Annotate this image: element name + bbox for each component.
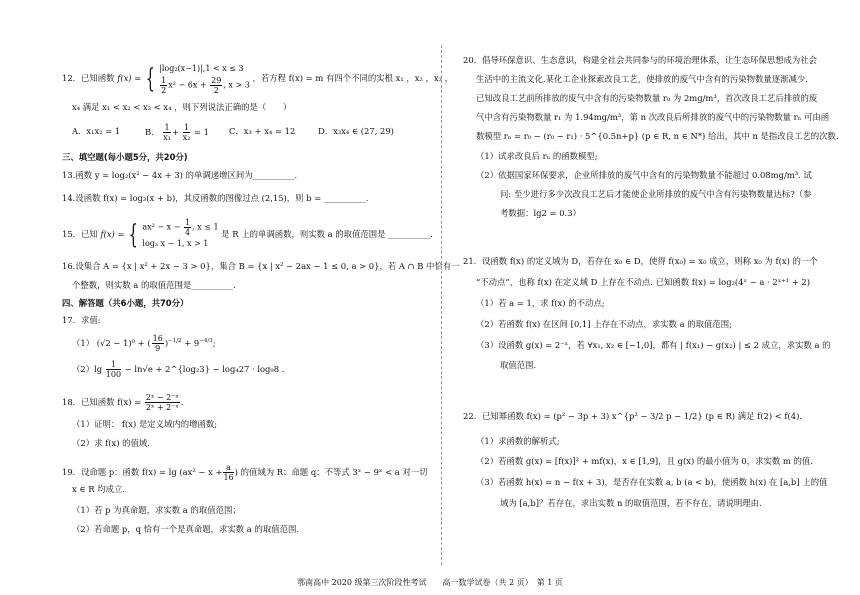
question-20-line-5: 数模型 rₙ = r₀ − (r₀ − r₁) · 5^{0.5n+p} (p ∈ R, n ∈ N*) 给出，其中 n 是指改良工艺的次数. <box>476 131 839 141</box>
question-22-part-2: （2）若函数 g(x) = [f(x)]² + mf(x)，x ∈ [1,9]，且 g(x) 的最小值为 0，求实数 m 的值. <box>476 456 813 466</box>
question-20-part-2-cont: 问: 至少进行多少次改良工艺后才能使企业所排放的废气中含有污染物数量达标?（参 <box>500 189 812 199</box>
question-12-condition: x₄ 满足 x₁ < x₂ < x₃ < x₄ ，则下列说法正确的是（ ） <box>72 102 292 112</box>
question-19-part-2: （2）若命题 p，q 恰有一个是真命题，求实数 a 的取值范围. <box>72 524 299 534</box>
fraction: $\frac{a}{16}$ <box>223 463 234 482</box>
question-22: 22．已知幂函数 f(x) = (p² − 3p + 3) x^{p² − 3/2 p − 1/2} (p ∈ R) 满足 f(2) < f(4). <box>463 411 803 421</box>
fraction: $\frac{1}{4}$ <box>184 218 191 237</box>
question-14: 14.设函数 f(x) = log₃(x + b)，其反函数的图像过点 (2,15)，则 b = __________. <box>62 193 369 203</box>
question-20-line-4: 气中含有污染物数量 r₁ 为 1.94mg/m³，第 n 次改良后所排放的废气中的污染物数量 rₙ 可由函 <box>476 112 830 122</box>
q12-option-d: D．x₃x₄ ∈ (27, 29) <box>318 126 394 136</box>
question-21-line-2: “不动点”，也称 f(x) 在定义域 D 上存在不动点. 已知函数 f(x) = log₂(4ˣ − a · 2ˣ⁺¹ + 2) <box>476 277 810 287</box>
fraction: $\frac{16}{9}$ <box>152 334 163 353</box>
question-16-cont: 个整数，则实数 a 的取值范围是__________. <box>72 280 236 290</box>
question-22-part-3-cont: 域为 [a,b]？若存在，求出实数 n 的取值范围，若不存在，请说明理由. <box>500 498 762 508</box>
piecewise-cases: ax² − x − $\frac{1}{4}$ , x ≤ 1 logₐ x − 1, x > 1 <box>142 218 219 248</box>
question-17-part-2: （2）lg $\frac{1}{100}$ − ln√e + 2^{log₂3} − log₄27 · log₉8 . <box>72 360 285 379</box>
question-18-part-2: （2）求 f(x) 的值域. <box>72 438 150 448</box>
question-21-part-3: （3）设函数 g(x) = 2⁻ˣ，若 ∀x₁, x₂ ∈ [−1,0]，都有 | f(x₁) − g(x₂) | ≤ 2 成立，求实数 a 的 <box>476 340 831 350</box>
question-22-part-3: （3）若函数 h(x) = n − f(x + 3)，是否存在实数 a, b (a < b)，使函数 h(x) 在 [a,b] 上的值 <box>476 477 828 487</box>
q12-option-a: A．x₁x₂ = 1 <box>72 126 121 136</box>
fraction: $\frac{29}{2}$ <box>211 76 222 95</box>
question-19-cont: x ∈ R 均成立. <box>72 484 126 494</box>
fraction: $\frac{1}{100}$ <box>105 360 122 379</box>
piecewise-brace: { <box>145 63 155 94</box>
column-divider <box>441 45 442 565</box>
section-4-heading: 四、解答题（共6小题，共70分） <box>62 298 189 308</box>
question-19-part-1: （1）若 p 为真命题，求实数 a 的取值范围； <box>72 505 241 515</box>
question-21-part-3-cont: 取值范围. <box>500 360 537 370</box>
question-17: 17．求值: <box>62 315 101 325</box>
question-13: 13.函数 y = log₂(x² − 4x + 3) 的单调递增区间为__________. <box>62 170 298 180</box>
section-3-heading: 三、填空题(每小题5分，共20分) <box>62 152 188 162</box>
question-20-part-1: （1）试求改良后 rₙ 的函数模型; <box>476 151 598 161</box>
question-21-part-1: （1）若 a = 1，求 f(x) 的不动点; <box>476 298 605 308</box>
question-12: 12．已知函数 f(x) = { |log₂(x−1)|,1 < x ≤ 3 $\frac{1}{2}$ x² − 6x + $\frac{29}{2}$ , x > 3 ，若方程 f(x) = m 有四个不同的实根 x₁ ，x₂ ，x₃ ， <box>62 63 453 95</box>
question-20-line-3: 已知改良工艺前所排放的废气中含有的污染物数量 r₀ 为 2mg/m³，首次改良工艺后排放的废 <box>476 93 818 103</box>
question-20-part-2-cont2: 考数据：lg2 = 0.3） <box>500 208 581 218</box>
question-20-part-2: （2）依据国家环保要求，企业所排放的废气中含有的污染物数量不能超过 0.08mg/m³. 试 <box>476 170 812 180</box>
page-footer: 鄂南高中 2020 级第三次阶段性考试 高一数学试卷（共 2 页） 第 1 页 <box>297 578 563 587</box>
q12-option-c: C．x₃ + x₄ = 12 <box>229 126 296 136</box>
fraction: $\frac{\text{2ˣ − 2⁻ˣ}}{\text{2ˣ + 2⁻ˣ}}$ <box>145 393 179 412</box>
piecewise-brace: { <box>128 219 139 250</box>
question-17-part-1: （1） (√2 − 1)⁰ + ( $\frac{16}{9}$ )$^{-1/2} + 9^{-4/3}$; <box>72 334 216 353</box>
question-15: 15．已知 f(x) = { ax² − x − $\frac{1}{4}$ , x ≤ 1 logₐ x − 1, x > 1 是 R 上的单调函数，则实数 a 的取值范围是 __________. <box>62 218 433 250</box>
question-20-line-2: 生活中的主流文化.某化工企业探索改良工艺，使排放的废气中含有的污染物数量逐渐减少. <box>476 74 808 84</box>
question-16: 16.设集合 A = {x | x² + 2x − 3 > 0}，集合 B = {x | x² − 2ax − 1 ≤ 0, a > 0}，若 A ∩ B 中恰有一 <box>62 261 460 271</box>
fraction: $\frac{1}{2}$ <box>161 76 167 95</box>
question-21-part-2: （2）若函数 f(x) 在区间 [0,1] 上存在不动点，求实数 a 的取值范围; <box>476 319 732 329</box>
question-21: 21．设函数 f(x) 的定义域为 D，若存在 x₀ ∈ D，使得 f(x₀) = x₀ 成立，则称 x₀ 为 f(x) 的一个 <box>463 256 818 266</box>
fraction: $\frac{1}{\text{x₂}}$ <box>182 123 191 142</box>
fraction: $\frac{1}{\text{x₁}}$ <box>163 123 171 142</box>
piecewise-cases: |log₂(x−1)|,1 < x ≤ 3 $\frac{1}{2}$ x² − 6x + $\frac{29}{2}$ , x > 3 <box>159 64 250 95</box>
question-18: 18．已知函数 f(x) = $\frac{\text{2ˣ − 2⁻ˣ}}{\text{2ˣ + 2⁻ˣ}}$ . <box>62 393 184 412</box>
question-18-part-1: （1）证明： f(x) 是定义域内的增函数; <box>72 419 218 429</box>
question-20: 20．倡导环保意识、生态意识，构建全社会共同参与的环境治理体系，让生态环保思想成为社会 <box>463 55 818 65</box>
q12-option-b: B． $\frac{1}{\text{x₁}}$ + $\frac{1}{\text{x₂}}$ = 1 <box>145 123 210 142</box>
question-19: 19．设命题 p：函数 f(x) = lg (ax² − x + $\frac{a}{16}$ ) 的值域为 R；命题 q：不等式 3ˣ − 9ˣ < a 对一切 <box>62 463 428 482</box>
question-22-part-1: （1）求函数的解析式; <box>476 436 560 446</box>
